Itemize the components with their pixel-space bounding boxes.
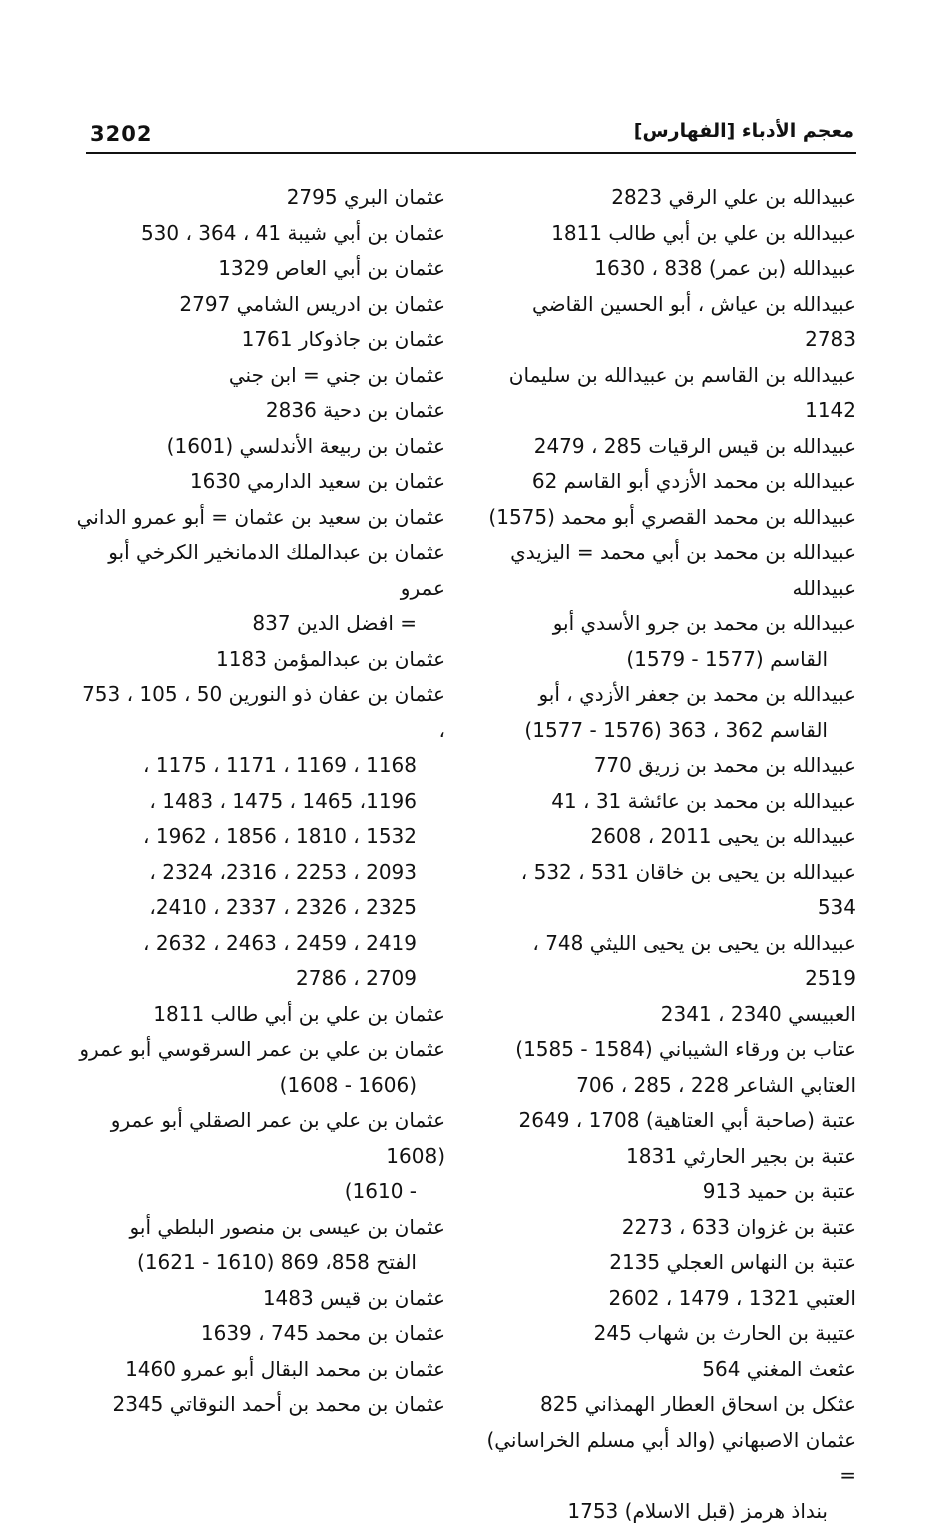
index-entry: عثمان بن أبي العاص 1329	[75, 251, 445, 287]
index-entry-continuation: القاسم (1577 - 1579)	[486, 642, 856, 678]
index-column-right	[486, 180, 856, 1529]
index-entry: العتابي الشاعر 228 ، 285 ، 706	[486, 1068, 856, 1104]
index-entry: العتبي 1321 ، 1479 ، 2602	[486, 1281, 856, 1317]
index-entry-continuation: الفتح 858، 869 (1610 - 1621)	[75, 1245, 445, 1281]
index-column-left	[75, 180, 445, 1423]
running-head: معجم الأدباء [الفهارس]	[634, 120, 854, 142]
index-entry: عبيدالله بن محمد بن أبي محمد = اليزيدي عبيدالله	[486, 535, 856, 606]
index-entry: عثمان بن أبي شيبة 41 ، 364 ، 530	[75, 216, 445, 252]
index-entry: عبيدالله بن محمد بن جرو الأسدي أبو	[486, 606, 856, 642]
index-entry: عثمان بن سعيد الدارمي 1630	[75, 464, 445, 500]
index-entry: عتبة بن بجير الحارثي 1831	[486, 1139, 856, 1175]
index-entry: عثمان بن دحية 2836	[75, 393, 445, 429]
index-entry: عبيدالله بن القاسم بن عبيدالله بن سليمان 1142	[486, 358, 856, 429]
index-entry-continuation: 1168 ، 1169 ، 1171 ، 1175 ،	[75, 748, 445, 784]
index-entry-continuation: 2093 ، 2253 ، 2316، 2324 ،	[75, 855, 445, 891]
index-entry: عثمان بن ربيعة الأندلسي (1601)	[75, 429, 445, 465]
index-entry: عثمان بن قيس 1483	[75, 1281, 445, 1317]
index-entry: عثمان بن علي بن عمر الصقلي أبو عمرو (1608	[75, 1103, 445, 1174]
index-entry: عبيدالله بن علي الرقي 2823	[486, 180, 856, 216]
index-entry: عتيبة بن الحارث بن شهاب 245	[486, 1316, 856, 1352]
index-entry: عثمان بن علي بن عمر السرقوسي أبو عمرو	[75, 1032, 445, 1068]
index-entry: عثمان بن عبدالملك الدمانخير الكرخي أبو عمرو	[75, 535, 445, 606]
index-entry: عبيدالله بن عياش ، أبو الحسين القاضي 2783	[486, 287, 856, 358]
index-entry: عثمان بن عبدالمؤمن 1183	[75, 642, 445, 678]
index-entry-continuation: = افضل الدين 837	[75, 606, 445, 642]
index-entry-continuation: 2419 ، 2459 ، 2463 ، 2632 ،	[75, 926, 445, 962]
index-entry: عثمان بن جني = ابن جني	[75, 358, 445, 394]
index-entry: عتاب بن ورقاء الشيباني (1584 - 1585)	[486, 1032, 856, 1068]
index-entry: عثمان البري 2795	[75, 180, 445, 216]
index-entry: عبيدالله بن محمد بن زريق 770	[486, 748, 856, 784]
index-entry: عبيدالله بن يحيى بن خاقان 531 ، 532 ، 534	[486, 855, 856, 926]
index-entry-continuation: (1606 - 1608)	[75, 1068, 445, 1104]
index-entry: عتبة (صاحبة أبي العتاهية) 1708 ، 2649	[486, 1103, 856, 1139]
index-entry-continuation: 2325 ، 2326 ، 2337 ، 2410،	[75, 890, 445, 926]
index-entry-continuation: 2709 ، 2786	[75, 961, 445, 997]
page-number: 3202	[90, 122, 152, 146]
index-entry: عبيدالله بن يحيى 2011 ، 2608	[486, 819, 856, 855]
index-entry-continuation: بنداذ هرمز (قبل الاسلام) 1753	[486, 1494, 856, 1529]
index-entry: عثمان بن محمد البقال أبو عمرو 1460	[75, 1352, 445, 1388]
index-entry: عثمان بن جاذوكار 1761	[75, 322, 445, 358]
index-entry-continuation: 1532 ، 1810 ، 1856 ، 1962 ،	[75, 819, 445, 855]
index-entry: عثعث المغني 564	[486, 1352, 856, 1388]
header-rule	[86, 152, 856, 154]
index-entry: عثكل بن اسحاق العطار الهمذاني 825	[486, 1387, 856, 1423]
index-entry: عبيدالله بن محمد الأزدي أبو القاسم 62	[486, 464, 856, 500]
index-entry: العبيسي 2340 ، 2341	[486, 997, 856, 1033]
index-entry: عثمان بن عيسى بن منصور البلطي أبو	[75, 1210, 445, 1246]
index-entry-continuation: القاسم 362 ، 363 (1576 - 1577)	[486, 713, 856, 749]
index-entry: عثمان الاصبهاني (والد أبي مسلم الخراساني) =	[486, 1423, 856, 1494]
index-entry: عبيدالله (بن عمر) 838 ، 1630	[486, 251, 856, 287]
index-entry: عتبة بن غزوان 633 ، 2273	[486, 1210, 856, 1246]
index-entry: عبيدالله بن محمد القصري أبو محمد (1575)	[486, 500, 856, 536]
index-entry: عثمان بن ادريس الشامي 2797	[75, 287, 445, 323]
index-entry-continuation: 1196، 1465 ، 1475 ، 1483 ،	[75, 784, 445, 820]
index-entry: عثمان بن عفان ذو النورين 50 ، 105 ، 753 ،	[75, 677, 445, 748]
index-entry-continuation: - 1610)	[75, 1174, 445, 1210]
index-entry: عبيدالله بن يحيى بن يحيى الليثي 748 ، 2519	[486, 926, 856, 997]
index-entry: عبيدالله بن علي بن أبي طالب 1811	[486, 216, 856, 252]
index-entry: عثمان بن محمد بن أحمد النوقاتي 2345	[75, 1387, 445, 1423]
index-entry: عبيدالله بن قيس الرقيات 285 ، 2479	[486, 429, 856, 465]
index-entry: عثمان بن محمد 745 ، 1639	[75, 1316, 445, 1352]
index-entry: عثمان بن علي بن أبي طالب 1811	[75, 997, 445, 1033]
index-entry: عبيدالله بن محمد بن جعفر الأزدي ، أبو	[486, 677, 856, 713]
index-entry: عتبة بن النهاس العجلي 2135	[486, 1245, 856, 1281]
index-entry: عثمان بن سعيد بن عثمان = أبو عمرو الداني	[75, 500, 445, 536]
index-entry: عتبة بن حميد 913	[486, 1174, 856, 1210]
index-entry: عبيدالله بن محمد بن عائشة 31 ، 41	[486, 784, 856, 820]
